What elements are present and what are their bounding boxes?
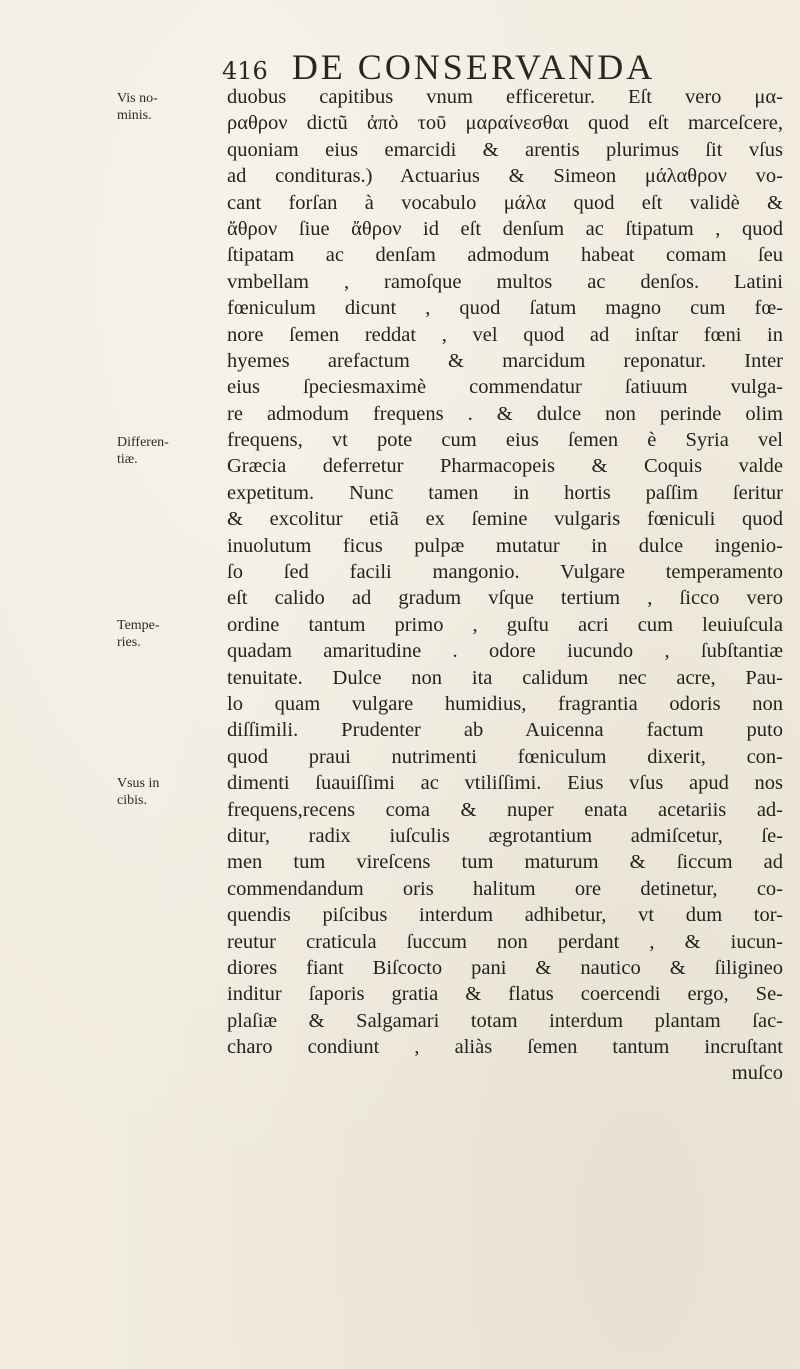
body-text — [227, 84, 783, 1087]
text-line: cant forſan à vocabulo μάλα quod eſt validè & — [227, 191, 783, 214]
margin-note-line: tiæ. — [117, 452, 138, 467]
text-line: diores fiant Biſcocto pani & nautico & ſiligineo — [227, 956, 783, 979]
text-line: inuolutum ficus pulpæ mutatur in dulce ingenio- — [227, 534, 783, 557]
catchword: muſco — [731, 1062, 783, 1085]
text-line: frequens,recens coma & nuper enata acetariis ad- — [227, 798, 783, 821]
margin-note-line: Vis no- — [117, 91, 158, 106]
margin-note-line: Vsus in — [117, 776, 160, 791]
text-line: commendandum oris halitum ore detinetur, co- — [227, 877, 783, 900]
margin-note-temperies — [117, 617, 160, 651]
text-line: plaſiæ & Salgamari totam interdum plantam ſac- — [227, 1009, 783, 1032]
text-line: & excolitur etiã ex ſemine vulgaris fœniculi quod — [227, 508, 783, 531]
text-line: ἄθρον ſiue ἄθρον id eſt denſum ac ſtipatum , quod — [227, 217, 783, 240]
text-line: vmbellam , ramoſque multos ac denſos. Latini — [227, 270, 783, 293]
text-line: duobus capitibus vnum efficeretur. Eſt vero μα- — [227, 86, 783, 108]
margin-note-differentiae — [117, 434, 169, 468]
text-line: dimenti ſuauiſſimi ac vtiliſſimi. Eius vſus apud nos — [227, 772, 783, 795]
text-line: men tum vireſcens tum maturum & ſiccum ad — [227, 851, 783, 874]
margin-note-line: ries. — [117, 635, 141, 650]
text-line: ſo ſed facili mangonio. Vulgare temperamento — [227, 561, 783, 584]
text-line: reutur craticula ſuccum non perdant , & iucun- — [227, 930, 783, 953]
margin-note-line: minis. — [117, 108, 152, 123]
text-line: ditur, radix iuſculis ægrotantium admiſcetur, ſe- — [227, 824, 783, 847]
text-line: nore ſemen reddat , vel quod ad inſtar fœni in — [227, 323, 783, 346]
margin-note-vis-nominis — [117, 90, 158, 124]
text-line: quadam amaritudine . odore iucundo , ſubſtantiæ — [227, 640, 783, 663]
text-line: lo quam vulgare humidius, fragrantia odoris non — [227, 692, 783, 715]
margin-note-line: Differen- — [117, 435, 169, 450]
text-line: quod praui nutrimenti fœniculum dixerit, con- — [227, 745, 783, 768]
margin-note-line: Tempe- — [117, 618, 160, 633]
text-line: inditur ſaporis gratia & flatus coercendi ergo, Se- — [227, 983, 783, 1006]
text-line: quoniam eius emarcidi & arentis plurimus ſit vſus — [227, 138, 783, 161]
text-line: diſſimili. Prudenter ab Auicenna factum puto — [227, 719, 783, 742]
text-line: ad condituras.) Actuarius & Simeon μάλαθρον vo- — [227, 165, 783, 188]
page-number: 416 — [222, 57, 268, 85]
text-line: ſtipatam ac denſam admodum habeat comam ſeu — [227, 244, 783, 267]
text-line: fœniculum dicunt , quod ſatum magno cum fœ- — [227, 297, 783, 320]
text-line: charo condiunt , aliàs ſemen tantum incruſtant — [227, 1036, 783, 1059]
margin-note-line: cibis. — [117, 793, 147, 808]
text-line: frequens, vt pote cum eius ſemen è Syria vel — [227, 429, 783, 452]
text-line: Græcia deferretur Pharmacopeis & Coquis valde — [227, 455, 783, 478]
running-head: DE CONSERVANDA — [291, 47, 656, 87]
text-line: expetitum. Nunc tamen in hortis paſſim ſeritur — [227, 481, 783, 504]
text-line: eius ſpeciesmaximè commendatur ſatiuum vulga- — [227, 376, 783, 399]
text-line: hyemes arefactum & marcidum reponatur. Inter — [227, 349, 783, 372]
text-line: quendis piſcibus interdum adhibetur, vt dum tor- — [227, 904, 783, 927]
text-line: ραθρον dictũ ἀπὸ τοῦ μαραίνεσθαι quod eſt marceſcere, — [227, 112, 783, 135]
margin-note-usus-in-cibis — [117, 775, 159, 809]
text-line: ordine tantum primo , guſtu acri cum leuiuſcula — [227, 613, 783, 636]
page-header — [222, 46, 655, 88]
text-line: re admodum frequens . & dulce non perinde olim — [227, 402, 783, 425]
text-line: tenuitate. Dulce non ita calidum nec acre, Pau- — [227, 666, 783, 689]
text-line: eſt calido ad gradum vſque tertium , ſicco vero — [227, 587, 783, 610]
